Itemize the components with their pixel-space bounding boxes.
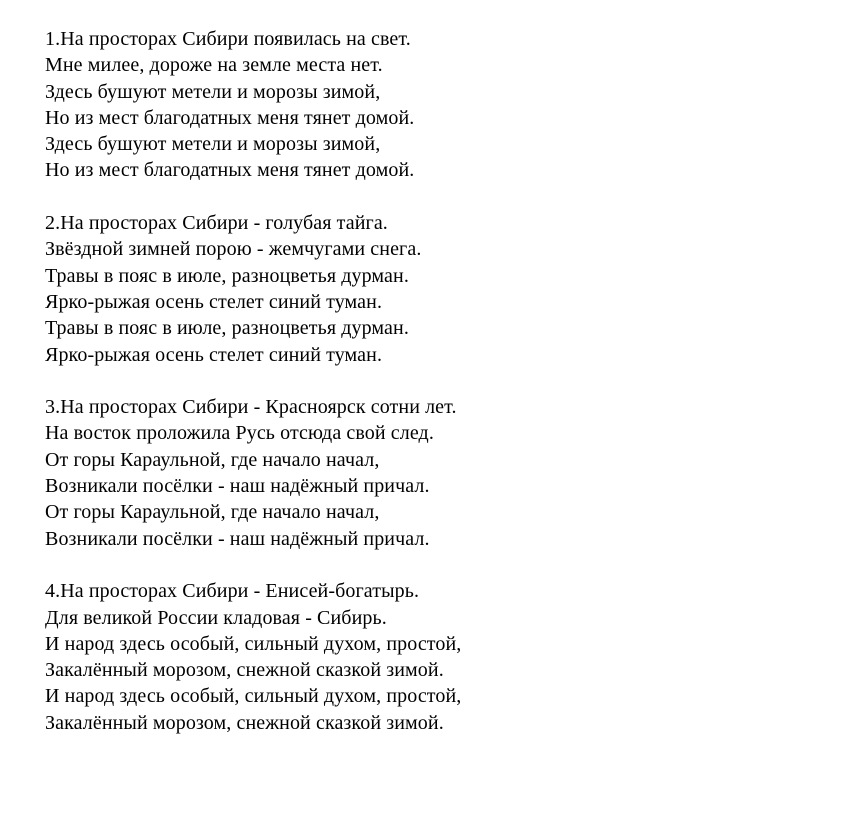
lyric-line: 3.На просторах Сибири - Красноярск сотни лет. xyxy=(45,396,457,419)
lyric-line: На восток проложила Русь отсюда свой след. xyxy=(45,422,434,445)
lyric-line: Для великой России кладовая - Сибирь. xyxy=(45,606,387,629)
lyric-line: Травы в пояс в июле, разноцветья дурман. xyxy=(45,264,409,287)
lyric-line: Возникали посёлки - наш надёжный причал. xyxy=(45,475,430,498)
lyric-line: От горы Караульной, где начало начал, xyxy=(45,448,380,471)
stanza xyxy=(45,394,825,552)
lyric-line: Закалённый морозом, снежной сказкой зимой. xyxy=(45,659,444,682)
lyric-line: Закалённый морозом, снежной сказкой зимой. xyxy=(45,711,444,734)
lyric-line: Здесь бушуют метели и морозы зимой, xyxy=(45,80,381,103)
lyric-line: Ярко-рыжая осень стелет синий туман. xyxy=(45,290,383,313)
lyric-line: Но из мест благодатных меня тянет домой. xyxy=(45,159,415,182)
stanza xyxy=(45,26,825,184)
lyric-line: 1.На просторах Сибири появилась на свет. xyxy=(45,28,411,50)
lyric-line: Звёздной зимней порою - жемчугами снега. xyxy=(45,238,422,261)
stanza xyxy=(45,578,825,736)
lyric-line: И народ здесь особый, сильный духом, простой, xyxy=(45,632,462,655)
lyric-line: Но из мест благодатных меня тянет домой. xyxy=(45,106,415,129)
lyric-line: Мне милее, дороже на земле места нет. xyxy=(45,54,383,77)
lyrics-text xyxy=(45,26,825,736)
lyric-line: 2.На просторах Сибири - голубая тайга. xyxy=(45,212,388,235)
lyric-line: Здесь бушуют метели и морозы зимой, xyxy=(45,133,381,156)
lyric-line: Травы в пояс в июле, разноцветья дурман. xyxy=(45,317,409,340)
lyric-line: Ярко-рыжая осень стелет синий туман. xyxy=(45,343,383,366)
lyric-line: И народ здесь особый, сильный духом, простой, xyxy=(45,685,462,708)
lyric-line: От горы Караульной, где начало начал, xyxy=(45,501,380,524)
stanza xyxy=(45,210,825,368)
lyric-line: 4.На просторах Сибири - Енисей-богатырь. xyxy=(45,580,420,603)
lyric-line: Возникали посёлки - наш надёжный причал. xyxy=(45,527,430,550)
